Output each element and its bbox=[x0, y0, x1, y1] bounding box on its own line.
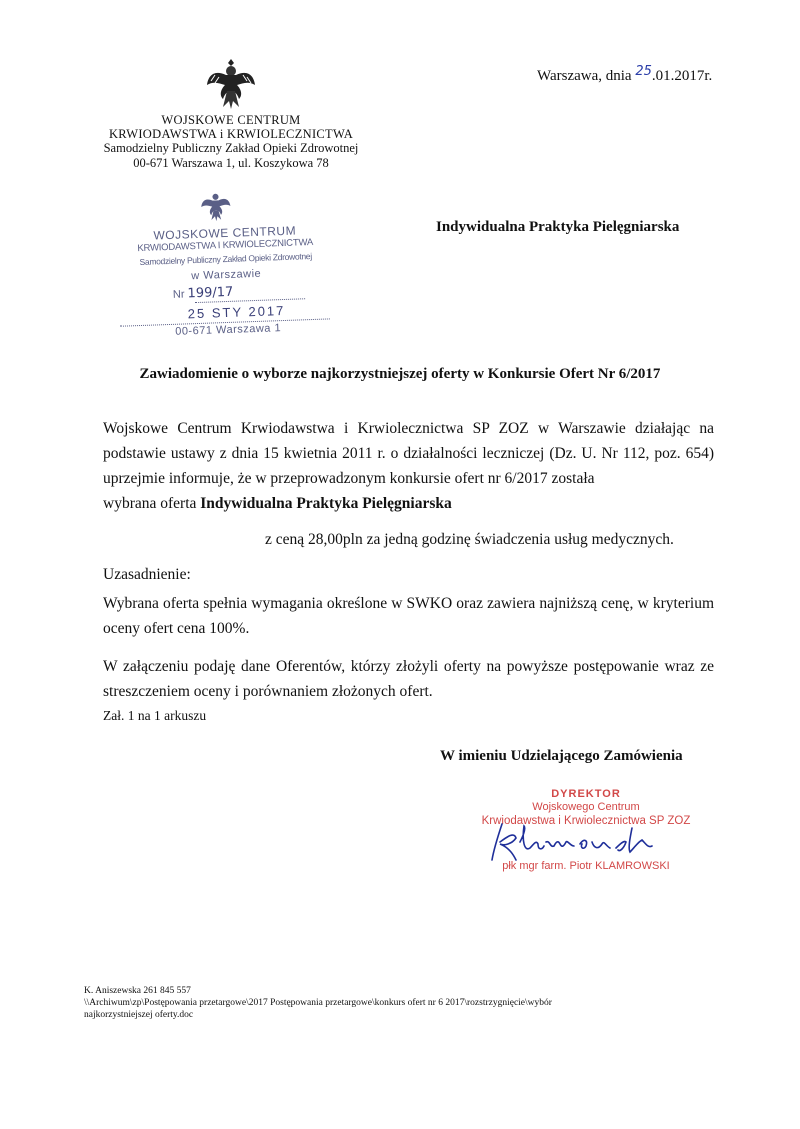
price-line: z ceną 28,00pln za jedną godzinę świadczenia usług medycznych. bbox=[265, 531, 674, 548]
stamp-date: 25 STY 2017 bbox=[187, 302, 286, 322]
selected-offer-prefix: wybrana oferta bbox=[103, 495, 201, 512]
stamp-registry-number bbox=[173, 285, 234, 302]
letter-subject: Zawiadomienie o wyborze najkorzystniejszej oferty w Konkursie Ofert Nr 6/2017 bbox=[139, 366, 661, 382]
date-suffix: .01.2017r. bbox=[651, 68, 713, 84]
justification-label: Uzasadnienie: bbox=[103, 566, 191, 583]
stamp-line3: Samodzielny Publiczny Zakład Opieki Zdrowotnej bbox=[139, 251, 312, 268]
stamp-address: 00-671 Warszawa 1 bbox=[175, 322, 282, 338]
registry-stamp bbox=[107, 184, 344, 352]
selected-offer-name: Indywidualna Praktyka Pielęgniarska bbox=[200, 495, 452, 512]
body-paragraph-text: Wojskowe Centrum Krwiodawstwa i Krwiolecznictwa SP ZOZ w Warszawie działając na podstawie ustawy z dnia 15 kwietnia 2011 r. o działalności leczniczej (Dz. U. Nr 112, poz. 654) uprzejmie informuje, że w przeprowadzonym konkursie ofert nr 6/2017 została bbox=[103, 420, 714, 487]
footer-file-name: najkorzystniejszej oferty.doc bbox=[84, 1010, 194, 1020]
institution-address: 00-671 Warszawa 1, ul. Koszykowa 78 bbox=[133, 156, 329, 170]
stamp-line2: KRWIODAWSTWA I KRWIOLECZNICTWA bbox=[137, 236, 314, 255]
attachment-paragraph: W załączeniu podaję dane Oferentów, którzy złożyli oferty na powyższe postępowanie wraz ze streszczeniem oceny i porównaniem złożonych ofert. bbox=[103, 658, 714, 700]
handwritten-signature bbox=[480, 818, 670, 864]
justification-text: Wybrana oferta spełnia wymagania określone w SWKO oraz zawiera najniższą cenę, w kryterium oceny ofert cena 100%. bbox=[103, 595, 714, 637]
stamp-nr-value: 199/17 bbox=[187, 284, 234, 302]
director-stamp bbox=[470, 788, 702, 880]
date-day-handwritten: 25 bbox=[635, 64, 652, 79]
director-stamp-line2: Wojskowego Centrum bbox=[532, 801, 640, 813]
date-prefix: Warszawa, dnia bbox=[537, 68, 636, 84]
body-paragraph bbox=[103, 416, 714, 516]
footer-author: K. Aniszewska 261 845 557 bbox=[84, 986, 191, 996]
stamp-eagle-icon bbox=[199, 188, 232, 223]
attachment-note: Zał. 1 na 1 arkuszu bbox=[103, 708, 207, 723]
director-stamp-line3: Krwiodawstwa i Krwiolecznictwa SP ZOZ bbox=[481, 815, 691, 827]
stamp-line1: WOJSKOWE CENTRUM bbox=[153, 223, 297, 243]
director-title: DYREKTOR bbox=[551, 788, 621, 800]
director-name: płk mgr farm. Piotr KLAMROWSKI bbox=[502, 860, 670, 872]
footer-file-path: \\Archiwum\zp\Postępowania przetargowe\2017 Postępowania przetargowe\konkurs ofert nr 6 2017\rozstrzygnięcie\wybór bbox=[84, 998, 552, 1008]
institution-name-line2: KRWIODAWSTWA i KRWIOLECZNICTWA bbox=[108, 127, 354, 141]
document-date bbox=[537, 64, 713, 85]
recipient-name: Indywidualna Praktyka Pielęgniarska bbox=[436, 219, 680, 235]
on-behalf-heading: W imieniu Udzielającego Zamówienia bbox=[440, 748, 683, 764]
stamp-line4: w Warszawie bbox=[191, 267, 262, 283]
selected-offer-line bbox=[103, 491, 714, 516]
white-eagle-emblem-icon bbox=[205, 55, 257, 111]
institution-name-line1: WOJSKOWE CENTRUM bbox=[161, 113, 301, 127]
stamp-nr-label: Nr bbox=[172, 288, 188, 301]
institution-type: Samodzielny Publiczny Zakład Opieki Zdrowotnej bbox=[103, 141, 359, 155]
